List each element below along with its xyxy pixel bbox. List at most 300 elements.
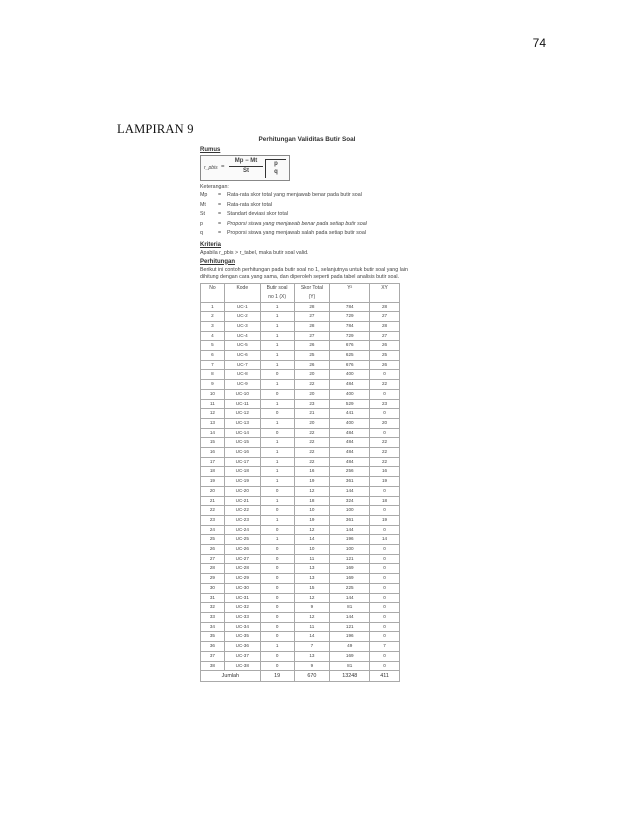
table-cell: UC-14 bbox=[224, 428, 260, 438]
appendix-title: LAMPIRAN 9 bbox=[117, 122, 194, 136]
column-header: no 1 (X) bbox=[260, 293, 294, 303]
table-cell: 23 bbox=[294, 399, 330, 409]
table-cell: UC-10 bbox=[224, 389, 260, 399]
table-row bbox=[201, 457, 400, 467]
table-cell: 23 bbox=[201, 515, 225, 525]
table-cell: 38 bbox=[201, 661, 225, 671]
table-cell: 10 bbox=[294, 506, 330, 516]
table-cell: 22 bbox=[370, 438, 400, 448]
table-cell: UC-18 bbox=[224, 467, 260, 477]
table-cell: 196 bbox=[330, 632, 370, 642]
ket-symbol: Mp bbox=[200, 192, 208, 198]
table-cell: 0 bbox=[260, 603, 294, 613]
table-row bbox=[201, 525, 400, 535]
table-cell: 0 bbox=[260, 583, 294, 593]
table-row bbox=[201, 622, 400, 632]
table-cell: 729 bbox=[330, 331, 370, 341]
table-cell: 0 bbox=[260, 409, 294, 419]
table-cell: 27 bbox=[294, 312, 330, 322]
table-cell: 0 bbox=[370, 564, 400, 574]
table-cell: 0 bbox=[260, 593, 294, 603]
table-cell: 12 bbox=[294, 593, 330, 603]
total-cell: 13248 bbox=[330, 671, 370, 682]
table-cell: 16 bbox=[201, 448, 225, 458]
table-cell: 1 bbox=[260, 331, 294, 341]
table-cell: 676 bbox=[330, 341, 370, 351]
table-row bbox=[201, 506, 400, 516]
table-cell: 0 bbox=[260, 632, 294, 642]
table-cell: 18 bbox=[201, 467, 225, 477]
table-cell: 23 bbox=[370, 399, 400, 409]
table-row bbox=[201, 486, 400, 496]
column-header: XY bbox=[370, 283, 400, 293]
ket-symbol: Mt bbox=[200, 201, 206, 208]
table-cell: UC-24 bbox=[224, 525, 260, 535]
table-cell: 17 bbox=[201, 457, 225, 467]
table-cell: 0 bbox=[260, 564, 294, 574]
keterangan-row bbox=[200, 221, 418, 231]
table-cell: 169 bbox=[330, 651, 370, 661]
table-cell: 28 bbox=[294, 321, 330, 331]
table-cell: 9 bbox=[294, 661, 330, 671]
table-cell: 18 bbox=[370, 496, 400, 506]
table-row bbox=[201, 341, 400, 351]
table-cell: 0 bbox=[260, 370, 294, 380]
table-cell: 1 bbox=[260, 438, 294, 448]
table-cell: 11 bbox=[294, 554, 330, 564]
table-cell: 28 bbox=[201, 564, 225, 574]
table-cell: 22 bbox=[370, 457, 400, 467]
table-cell: 0 bbox=[370, 506, 400, 516]
table-cell: 1 bbox=[260, 360, 294, 370]
table-cell: 0 bbox=[370, 603, 400, 613]
table-cell: 0 bbox=[370, 370, 400, 380]
formula-sqrt bbox=[265, 159, 286, 178]
table-cell: 1 bbox=[260, 477, 294, 487]
table-cell: 1 bbox=[260, 457, 294, 467]
table-header-row bbox=[201, 293, 400, 303]
table-cell: 9 bbox=[201, 380, 225, 390]
table-cell: 19 bbox=[201, 477, 225, 487]
table-cell: UC-11 bbox=[224, 399, 260, 409]
keterangan-label: Keterangan: bbox=[200, 184, 229, 190]
column-header: Butir soal bbox=[260, 283, 294, 293]
table-cell: 21 bbox=[201, 496, 225, 506]
table-cell: 14 bbox=[370, 535, 400, 545]
table-row bbox=[201, 545, 400, 555]
table-cell: 25 bbox=[201, 535, 225, 545]
table-cell: 49 bbox=[330, 642, 370, 652]
table-cell: 100 bbox=[330, 545, 370, 555]
table-row bbox=[201, 642, 400, 652]
total-cell: 19 bbox=[260, 671, 294, 682]
table-cell: UC-28 bbox=[224, 564, 260, 574]
table-cell: 1 bbox=[201, 302, 225, 312]
formula-lhs: r_pbis bbox=[204, 165, 218, 171]
table-cell: 14 bbox=[294, 535, 330, 545]
table-cell: 0 bbox=[370, 428, 400, 438]
table-row bbox=[201, 399, 400, 409]
keterangan-row bbox=[200, 192, 418, 202]
table-cell: UC-29 bbox=[224, 574, 260, 584]
ket-equals: = bbox=[218, 211, 222, 217]
table-cell: 34 bbox=[201, 622, 225, 632]
table-body bbox=[201, 302, 400, 671]
table-cell: UC-16 bbox=[224, 448, 260, 458]
table-cell: 0 bbox=[370, 632, 400, 642]
table-row bbox=[201, 583, 400, 593]
table-header-row bbox=[201, 283, 400, 293]
table-cell: 12 bbox=[294, 525, 330, 535]
table-cell: 0 bbox=[260, 545, 294, 555]
table-row bbox=[201, 496, 400, 506]
table-cell: UC-15 bbox=[224, 438, 260, 448]
table-cell: 24 bbox=[201, 525, 225, 535]
table-cell: 22 bbox=[294, 448, 330, 458]
table-cell: 1 bbox=[260, 535, 294, 545]
table-cell: 0 bbox=[260, 525, 294, 535]
table-cell: 19 bbox=[294, 515, 330, 525]
table-cell: 400 bbox=[330, 418, 370, 428]
ket-equals: = bbox=[218, 192, 222, 198]
table-cell: UC-12 bbox=[224, 409, 260, 419]
table-cell: UC-25 bbox=[224, 535, 260, 545]
formula-denominator: St bbox=[243, 168, 249, 174]
table-cell: 1 bbox=[260, 399, 294, 409]
table-cell: UC-23 bbox=[224, 515, 260, 525]
ket-equals: = bbox=[218, 201, 222, 208]
keterangan-row bbox=[200, 211, 418, 221]
column-header: Skor Total bbox=[294, 283, 330, 293]
table-cell: UC-13 bbox=[224, 418, 260, 428]
table-cell: UC-26 bbox=[224, 545, 260, 555]
table-cell: 0 bbox=[370, 661, 400, 671]
table-cell: UC-30 bbox=[224, 583, 260, 593]
table-row bbox=[201, 593, 400, 603]
table-row bbox=[201, 477, 400, 487]
column-header: Kode bbox=[224, 283, 260, 293]
table-row bbox=[201, 535, 400, 545]
table-cell: UC-36 bbox=[224, 642, 260, 652]
table-cell: 22 bbox=[294, 428, 330, 438]
table-cell: UC-32 bbox=[224, 603, 260, 613]
table-cell: 484 bbox=[330, 448, 370, 458]
table-cell: 12 bbox=[294, 613, 330, 623]
table-row bbox=[201, 661, 400, 671]
table-cell: 19 bbox=[370, 515, 400, 525]
table-cell: 14 bbox=[201, 428, 225, 438]
table-cell: 1 bbox=[260, 341, 294, 351]
table-cell: 22 bbox=[370, 380, 400, 390]
table-cell: UC-37 bbox=[224, 651, 260, 661]
table-cell: 20 bbox=[294, 370, 330, 380]
table-cell: 784 bbox=[330, 302, 370, 312]
table-row bbox=[201, 554, 400, 564]
table-cell: 144 bbox=[330, 613, 370, 623]
table-cell: UC-21 bbox=[224, 496, 260, 506]
table-cell: UC-3 bbox=[224, 321, 260, 331]
table-cell: 1 bbox=[260, 496, 294, 506]
table-cell: 361 bbox=[330, 515, 370, 525]
table-cell: 26 bbox=[370, 360, 400, 370]
table-cell: 0 bbox=[370, 593, 400, 603]
table-row bbox=[201, 351, 400, 361]
table-cell: 0 bbox=[260, 651, 294, 661]
table-cell: 22 bbox=[370, 448, 400, 458]
table-cell: 27 bbox=[370, 331, 400, 341]
table-cell: 9 bbox=[294, 603, 330, 613]
table-cell: 0 bbox=[260, 389, 294, 399]
ket-symbol: q bbox=[200, 230, 203, 236]
table-row bbox=[201, 389, 400, 399]
table-cell: 361 bbox=[330, 477, 370, 487]
table-row bbox=[201, 632, 400, 642]
table-cell: 144 bbox=[330, 525, 370, 535]
table-row bbox=[201, 438, 400, 448]
page-number: 74 bbox=[532, 36, 546, 50]
table-cell: 169 bbox=[330, 564, 370, 574]
table-cell: 1 bbox=[260, 515, 294, 525]
table-row bbox=[201, 409, 400, 419]
ket-description: Rata-rata skor total yang menjawab benar pada butir soal bbox=[227, 192, 362, 198]
table-cell: 20 bbox=[294, 418, 330, 428]
table-cell: 19 bbox=[370, 477, 400, 487]
table-row bbox=[201, 360, 400, 370]
table-cell: 1 bbox=[260, 642, 294, 652]
table-row bbox=[201, 613, 400, 623]
table-cell: 19 bbox=[294, 477, 330, 487]
table-cell: 7 bbox=[370, 642, 400, 652]
table-cell: 37 bbox=[201, 651, 225, 661]
table-cell: 14 bbox=[294, 632, 330, 642]
table-cell: UC-34 bbox=[224, 622, 260, 632]
table-cell: 484 bbox=[330, 428, 370, 438]
table-cell: 1 bbox=[260, 321, 294, 331]
table-cell: 81 bbox=[330, 661, 370, 671]
ket-equals: = bbox=[218, 230, 222, 236]
table-cell: 22 bbox=[201, 506, 225, 516]
fraction-bar bbox=[229, 166, 263, 167]
table-row bbox=[201, 448, 400, 458]
table-cell: 13 bbox=[294, 651, 330, 661]
table-cell: 15 bbox=[294, 583, 330, 593]
table-row bbox=[201, 331, 400, 341]
table-cell: 10 bbox=[201, 389, 225, 399]
table-cell: 5 bbox=[201, 341, 225, 351]
table-cell: 484 bbox=[330, 380, 370, 390]
table-cell: UC-31 bbox=[224, 593, 260, 603]
column-header bbox=[370, 293, 400, 303]
table-cell: 0 bbox=[370, 574, 400, 584]
ket-description: Standart deviasi skor total bbox=[227, 211, 288, 217]
table-cell: 13 bbox=[294, 564, 330, 574]
sqrt-top: p bbox=[274, 161, 278, 167]
table-cell: 8 bbox=[201, 370, 225, 380]
sqrt-bottom: q bbox=[274, 169, 278, 175]
table-cell: 4 bbox=[201, 331, 225, 341]
table-cell: 256 bbox=[330, 467, 370, 477]
table-cell: 0 bbox=[260, 574, 294, 584]
table-cell: 0 bbox=[370, 545, 400, 555]
table-cell: 18 bbox=[294, 496, 330, 506]
table-cell: UC-8 bbox=[224, 370, 260, 380]
table-cell: UC-19 bbox=[224, 477, 260, 487]
column-header bbox=[201, 293, 225, 303]
ket-symbol: p bbox=[200, 220, 203, 227]
table-cell: 0 bbox=[260, 554, 294, 564]
total-cell: 411 bbox=[370, 671, 400, 682]
table-cell: 36 bbox=[201, 642, 225, 652]
column-header: Y² bbox=[330, 283, 370, 293]
table-cell: 784 bbox=[330, 321, 370, 331]
table-cell: 676 bbox=[330, 360, 370, 370]
perhitungan-heading: Perhitungan bbox=[200, 258, 236, 265]
table-cell: 7 bbox=[201, 360, 225, 370]
kriteria-text: Apabila r_pbis > r_tabel, maka butir soal valid. bbox=[200, 249, 309, 256]
table-cell: 400 bbox=[330, 389, 370, 399]
table-cell: 0 bbox=[370, 554, 400, 564]
table-cell: 27 bbox=[201, 554, 225, 564]
table-cell: 31 bbox=[201, 593, 225, 603]
table-row bbox=[201, 418, 400, 428]
table-cell: 25 bbox=[294, 351, 330, 361]
table-cell: 21 bbox=[294, 409, 330, 419]
table-row bbox=[201, 467, 400, 477]
table-cell: 1 bbox=[260, 467, 294, 477]
table-row bbox=[201, 302, 400, 312]
table-cell: UC-38 bbox=[224, 661, 260, 671]
table-row bbox=[201, 312, 400, 322]
table-cell: 1 bbox=[260, 351, 294, 361]
table-cell: 13 bbox=[201, 418, 225, 428]
table-cell: 15 bbox=[201, 438, 225, 448]
table-cell: 25 bbox=[370, 351, 400, 361]
table-cell: 11 bbox=[294, 622, 330, 632]
table-cell: 26 bbox=[294, 341, 330, 351]
table-cell: 28 bbox=[370, 302, 400, 312]
total-row bbox=[201, 671, 400, 682]
score-table bbox=[200, 283, 400, 683]
keterangan-row bbox=[200, 230, 418, 240]
table-cell: 22 bbox=[294, 380, 330, 390]
table-row bbox=[201, 370, 400, 380]
table-cell: 81 bbox=[330, 603, 370, 613]
table-cell: UC-9 bbox=[224, 380, 260, 390]
table-cell: UC-35 bbox=[224, 632, 260, 642]
table-cell: 12 bbox=[201, 409, 225, 419]
table-cell: 0 bbox=[370, 622, 400, 632]
table-row bbox=[201, 574, 400, 584]
table-cell: UC-17 bbox=[224, 457, 260, 467]
table-cell: UC-27 bbox=[224, 554, 260, 564]
ket-equals: = bbox=[218, 220, 222, 227]
perhitungan-text: Berikut ini contoh perhitungan pada butir soal no 1, selanjutnya untuk butir soal yang lain dihitung dengan cara yang sama, dan diperoleh seperti pada tabel analisis butir soal. bbox=[200, 266, 408, 280]
table-cell: 29 bbox=[201, 574, 225, 584]
table-cell: 625 bbox=[330, 351, 370, 361]
table-row bbox=[201, 321, 400, 331]
table-cell: 1 bbox=[260, 302, 294, 312]
column-header: No bbox=[201, 283, 225, 293]
table-row bbox=[201, 515, 400, 525]
table-cell: 1 bbox=[260, 418, 294, 428]
ket-description: Proporsi siswa yang menjawab benar pada setiap butir soal bbox=[227, 220, 367, 227]
table-cell: 729 bbox=[330, 312, 370, 322]
table-cell: 100 bbox=[330, 506, 370, 516]
keterangan-row bbox=[200, 202, 418, 212]
formula-equals: = bbox=[221, 164, 225, 170]
table-cell: 324 bbox=[330, 496, 370, 506]
table-cell: 0 bbox=[370, 486, 400, 496]
table-cell: 26 bbox=[370, 341, 400, 351]
worksheet-title: Perhitungan Validitas Butir Soal bbox=[258, 136, 356, 143]
table-cell: 32 bbox=[201, 603, 225, 613]
table-cell: 144 bbox=[330, 486, 370, 496]
table-cell: 26 bbox=[201, 545, 225, 555]
table-cell: 30 bbox=[201, 583, 225, 593]
table-cell: 28 bbox=[294, 302, 330, 312]
table-cell: 16 bbox=[370, 467, 400, 477]
table-cell: 0 bbox=[260, 622, 294, 632]
table-cell: 0 bbox=[260, 506, 294, 516]
table-cell: 484 bbox=[330, 457, 370, 467]
table-cell: 1 bbox=[260, 312, 294, 322]
table-cell: 6 bbox=[201, 351, 225, 361]
table-cell: UC-7 bbox=[224, 360, 260, 370]
column-header bbox=[330, 293, 370, 303]
table-cell: 225 bbox=[330, 583, 370, 593]
table-cell: 121 bbox=[330, 554, 370, 564]
table-cell: 35 bbox=[201, 632, 225, 642]
table-cell: UC-5 bbox=[224, 341, 260, 351]
ket-description: Proporsi siswa yang menjawab salah pada setiap butir soal bbox=[227, 230, 366, 236]
rumus-heading: Rumus bbox=[200, 147, 221, 153]
table-cell: 0 bbox=[370, 583, 400, 593]
scanned-worksheet bbox=[196, 136, 418, 682]
table-cell: 12 bbox=[294, 486, 330, 496]
table-cell: 2 bbox=[201, 312, 225, 322]
table-cell: 0 bbox=[260, 661, 294, 671]
table-cell: 7 bbox=[294, 642, 330, 652]
table-cell: 0 bbox=[370, 651, 400, 661]
table-cell: 0 bbox=[370, 389, 400, 399]
table-cell: 10 bbox=[294, 545, 330, 555]
table-row bbox=[201, 651, 400, 661]
table-cell: 20 bbox=[370, 418, 400, 428]
table-cell: 169 bbox=[330, 574, 370, 584]
table-cell: 33 bbox=[201, 613, 225, 623]
table-cell: 144 bbox=[330, 593, 370, 603]
table-cell: 0 bbox=[260, 613, 294, 623]
table-cell: 1 bbox=[260, 380, 294, 390]
table-cell: 26 bbox=[294, 360, 330, 370]
table-cell: 13 bbox=[294, 574, 330, 584]
formula-numerator: Mp − Mt bbox=[234, 158, 258, 164]
table-row bbox=[201, 564, 400, 574]
table-cell: 20 bbox=[201, 486, 225, 496]
formula-box bbox=[200, 155, 290, 181]
table-cell: 20 bbox=[294, 389, 330, 399]
table-cell: 484 bbox=[330, 438, 370, 448]
table-cell: 121 bbox=[330, 622, 370, 632]
table-cell: 27 bbox=[370, 312, 400, 322]
table-row bbox=[201, 428, 400, 438]
ket-description: Rata-rata skor total bbox=[227, 201, 273, 208]
table-row bbox=[201, 380, 400, 390]
table-cell: 0 bbox=[260, 428, 294, 438]
table-cell: 3 bbox=[201, 321, 225, 331]
table-cell: 28 bbox=[370, 321, 400, 331]
table-cell: 0 bbox=[370, 525, 400, 535]
